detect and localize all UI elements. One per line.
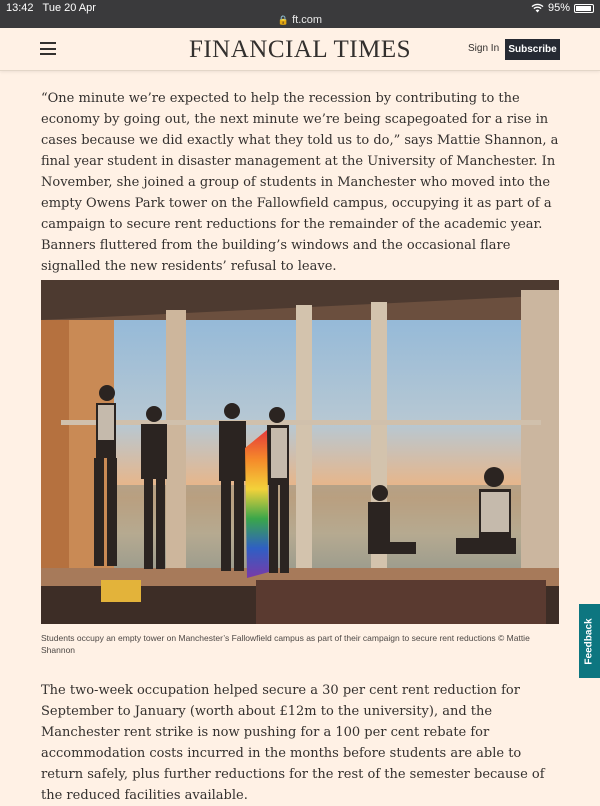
site-header <box>0 28 600 71</box>
wifi-icon <box>531 3 544 13</box>
feedback-label: Feedback <box>584 617 596 665</box>
photo-caption: Students occupy an empty tower on Manchester’s Fallowfield campus as part of their campaign to secure rent reductions © Mattie Shannon <box>41 633 530 655</box>
date: Tue 20 Apr <box>42 2 96 14</box>
url-text: ft.com <box>292 14 323 26</box>
article-paragraph: “One minute we’re expected to help the recession by contributing to the economy by going out, the next minute we’re being scapegoated for a rise in cases because we did exactly what they told us to do,” says Mattie Shannon, a final year student in disaster management at the University of Manchester. In November, she joined a group of students in Manchester who moved into the empty Owens Park tower on the Fallowfield campus, occupying it as part of a campaign to secure rent reductions for the remainder of the academic year. Banners fluttered from the building’s windows and the occasional flare signalled the new residents’ refusal to leave. <box>41 91 559 274</box>
feedback-button[interactable] <box>579 604 600 678</box>
url-bar[interactable] <box>0 14 600 26</box>
students-window-image <box>41 280 559 624</box>
ft-logo[interactable]: FINANCIAL TIMES <box>188 36 412 63</box>
status-time <box>6 2 96 14</box>
article-paragraph: The two-week occupation helped secure a 30 per cent rent reduction for September to January (worth about £12m to the university), and the Manchester rent strike is now pushing for a 100 per cent rebate for accommodation costs incurred in the months before students are able to return safely, plus further reductions for the rest of the semester because of the reduced facilities available. <box>41 683 545 803</box>
battery-percent: 95% <box>547 2 570 14</box>
clock: 13:42 <box>6 2 34 14</box>
lock-icon: 🔒 <box>277 15 290 25</box>
subscribe-button[interactable]: Subscribe <box>505 39 560 60</box>
status-bar <box>0 0 600 28</box>
sign-in-link[interactable]: Sign In <box>468 43 500 54</box>
status-right <box>531 2 594 14</box>
battery-icon <box>574 4 594 13</box>
article-photo <box>41 280 559 624</box>
